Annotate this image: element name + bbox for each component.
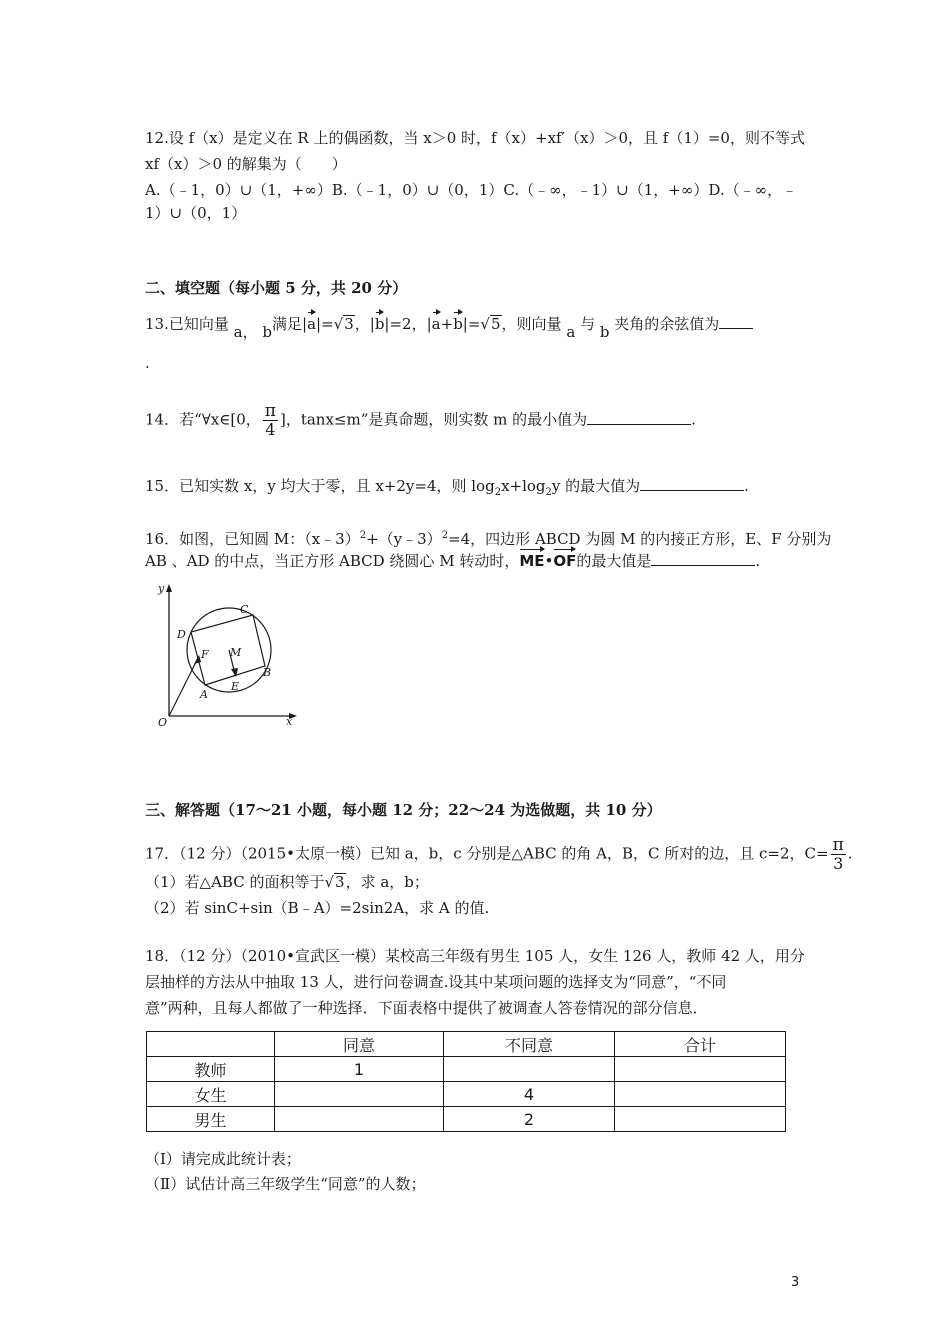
q12-line-2: xf（x）＞0 的解集为（ ）	[145, 155, 347, 173]
q13-answer-blank	[719, 314, 753, 329]
q12-options-line-2: 1）∪（0，1）	[145, 204, 247, 222]
table-header-cell: 不同意	[444, 1032, 615, 1057]
table-header-cell: 合计	[615, 1032, 786, 1057]
vector-a: a	[307, 315, 317, 333]
table-cell: 4	[444, 1082, 615, 1107]
pi-over-4: $\frac{\pi}{4}$	[264, 401, 276, 439]
section-2-title: 二、填空题（每小题 5 分，共 20 分）	[145, 279, 408, 297]
table-row	[147, 1082, 786, 1107]
q18-line-1: 18．（12 分）（2010•宣武区一模）某校高三年级有男生 105 人，女生 126 人，教师 42 人，用分	[145, 947, 805, 965]
vector-of-line	[169, 658, 198, 716]
vector-me: ME	[519, 552, 545, 570]
label-e: E	[231, 680, 240, 693]
pi-over-3: $\frac{\pi}{3}$	[832, 835, 844, 873]
label-d: D	[177, 628, 186, 641]
y-axis-arrow	[166, 584, 172, 592]
q17-part-2: （2）若 sinC+sin（B﹣A）=2sin2A，求 A 的值.	[145, 899, 490, 917]
label-y: y	[158, 582, 165, 595]
q13-end: .	[145, 354, 150, 372]
q14-line: 14．若“∀x∈[0， $\frac{\pi}{4}$ ]，tanx≤m”是真命题，则实数 m 的最小值为 .	[145, 401, 696, 439]
table-header-cell: 同意	[275, 1032, 444, 1057]
label-b: B	[263, 666, 272, 679]
table-cell: 男生	[147, 1107, 275, 1132]
q18-part-2: （Ⅱ）试估计高三年级学生“同意”的人数；	[145, 1175, 426, 1193]
table-cell	[444, 1057, 615, 1082]
q17-part-1: （1）若△ABC 的面积等于√3，求 a，b；	[145, 873, 429, 891]
table-cell: 教师	[147, 1057, 275, 1082]
q15-line: 15．已知实数 x，y 均大于零，且 x+2y=4，则 $\log_2x+\log_2y$ 的最大值为 .	[145, 477, 749, 498]
table-cell	[615, 1107, 786, 1132]
q17-line-1: 17．（12 分）（2015•太原一模）已知 a，b，c 分别是△ABC 的角 A，B，C 所对的边，且 c=2，C= $\frac{\pi}{3}$ .	[145, 835, 853, 873]
q18-line-2: 层抽样的方法从中抽取 13 人，进行问卷调查.设其中某项问题的选择支为“同意”，“不同	[145, 973, 727, 991]
table-cell: 2	[444, 1107, 615, 1132]
table-cell	[615, 1082, 786, 1107]
table-row	[147, 1107, 786, 1132]
q18-part-1: （Ⅰ）请完成此统计表；	[145, 1150, 301, 1168]
label-f: F	[201, 648, 209, 661]
vector-b: b	[374, 315, 385, 333]
label-o: O	[158, 716, 168, 729]
q16-line-2: AB 、AD 的中点，当正方形 ABCD 绕圆心 M 转动时，ME•OF的最大值是 .	[145, 552, 761, 570]
geometry-figure	[145, 580, 305, 740]
q14-answer-blank	[587, 410, 691, 425]
table-header-row	[147, 1032, 786, 1057]
q12-options-line-1: A.（﹣1，0）∪（1，+∞）B.（﹣1，0）∪（0，1）C.（﹣∞，﹣1）∪（1，+∞）D.（﹣∞，﹣	[145, 181, 798, 199]
q13-line: 13.已知向量 a， b满足|a|=√3，|b|=2，|a+b|=√5，则向量 a 与 b 夹角的余弦值为	[145, 314, 753, 334]
label-a: A	[200, 688, 208, 701]
page-number: 3	[791, 1275, 800, 1290]
q12-line-1: 12.设 f（x）是定义在 R 上的偶函数，当 x＞0 时，f（x）+xf′（x）＞0，且 f（1）=0，则不等式	[145, 129, 805, 147]
table-cell	[275, 1082, 444, 1107]
vector-of: OF	[553, 552, 577, 570]
q15-answer-blank	[640, 476, 744, 491]
q16-line-1: 16．如图，已知圆 M：（x﹣3）$^2$+（y﹣3）$^2$=4，四边形 ABCD 为圆 M 的内接正方形，E、F 分别为	[145, 530, 832, 548]
table-cell: 女生	[147, 1082, 275, 1107]
label-c: C	[240, 603, 249, 616]
q18-line-3: 意”两种，且每人都做了一种选择．下面表格中提供了被调查人答卷情况的部分信息．	[145, 999, 708, 1017]
q16-answer-blank	[651, 551, 755, 566]
label-x: x	[286, 715, 293, 728]
label-m: M	[230, 646, 242, 659]
survey-table	[146, 1031, 786, 1132]
table-header-cell	[147, 1032, 275, 1057]
table-row	[147, 1057, 786, 1082]
section-3-title: 三、解答题（17～21 小题，每小题 12 分；22～24 为选做题，共 10 分）	[145, 801, 662, 819]
table-cell	[615, 1057, 786, 1082]
table-cell	[275, 1107, 444, 1132]
table-cell: 1	[275, 1057, 444, 1082]
